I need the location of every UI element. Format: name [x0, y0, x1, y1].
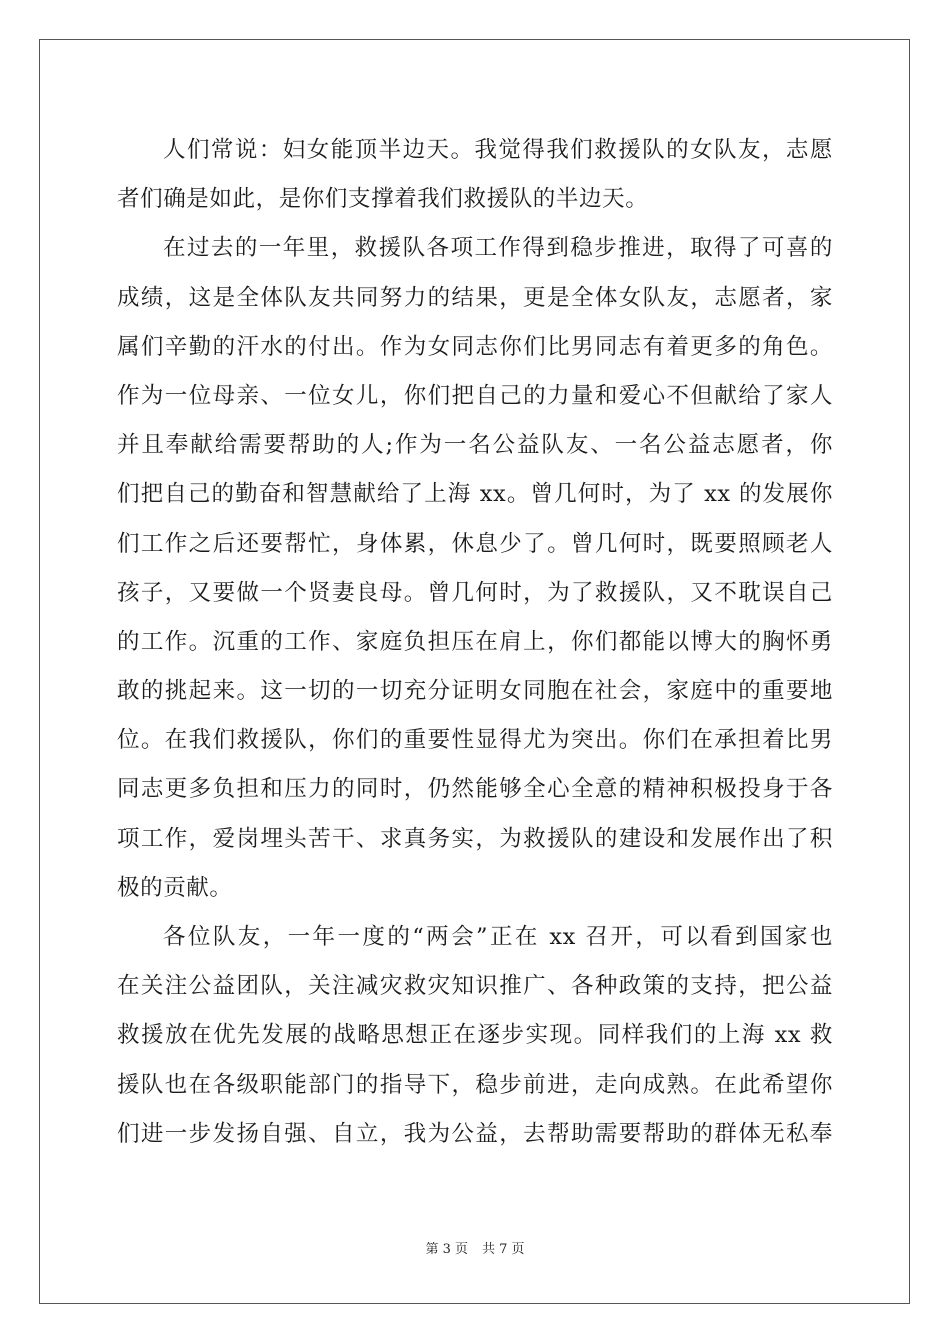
- document-body: [117, 126, 833, 1159]
- text-line: 属们辛勤的汗水的付出。作为女同志你们比男同志有着更多的角色。: [117, 333, 833, 360]
- text-line: 救援放在优先发展的战略思想正在逐步实现。同样我们的上海 xx 救: [117, 1022, 833, 1049]
- text-line: 在过去的一年里，救援队各项工作得到稳步推进，取得了可喜的: [163, 235, 833, 262]
- text-line: 敢的挑起来。这一切的一切充分证明女同胞在社会，家庭中的重要地: [117, 678, 833, 705]
- text-line: 人们常说：妇女能顶半边天。我觉得我们救援队的女队友，志愿: [163, 137, 833, 163]
- text-line: 在关注公益团队，关注减灾救灾知识推广、各种政策的支持，把公益: [117, 973, 833, 1000]
- text-line: 的工作。沉重的工作、家庭负担压在肩上，你们都能以博大的胸怀勇: [117, 628, 833, 655]
- text-line: 成绩，这是全体队友共同努力的结果，更是全体女队友，志愿者，家: [117, 284, 833, 311]
- text-line: 同志更多负担和压力的同时，仍然能够全心全意的精神积极投身于各: [117, 776, 833, 803]
- text-line: 者们确是如此，是你们支撑着我们救援队的半边天。: [117, 186, 649, 213]
- text-line: 们工作之后还要帮忙，身体累，休息少了。曾几何时，既要照顾老人: [117, 530, 833, 557]
- page-footer: [0, 1238, 950, 1257]
- page-total: 共 7 页: [482, 1242, 525, 1257]
- text-line: 并且奉献给需要帮助的人;作为一名公益队友、一名公益志愿者，你: [117, 432, 833, 459]
- text-line: 孩子，又要做一个贤妻良母。曾几何时，为了救援队，又不耽误自己: [117, 579, 833, 606]
- text-line: 们进一步发扬自强、自立，我为公益，去帮助需要帮助的群体无私奉: [117, 1120, 833, 1147]
- text-line: 援队也在各级职能部门的指导下，稳步前进，走向成熟。在此希望你: [117, 1071, 833, 1098]
- page-number: 第 3 页: [425, 1242, 468, 1257]
- text-line: 作为一位母亲、一位女儿，你们把自己的力量和爱心不但献给了家人: [117, 382, 833, 409]
- text-line: 极的贡献。: [117, 874, 233, 901]
- text-line: 位。在我们救援队，你们的重要性显得尤为突出。你们在承担着比男: [117, 727, 833, 754]
- text-line: 各位队友，一年一度的“两会”正在 xx 召开，可以看到国家也: [163, 924, 833, 950]
- text-line: 项工作，爱岗埋头苦干、求真务实，为救援队的建设和发展作出了积: [117, 825, 833, 852]
- text-line: 们把自己的勤奋和智慧献给了上海 xx。曾几何时，为了 xx 的发展你: [117, 481, 833, 508]
